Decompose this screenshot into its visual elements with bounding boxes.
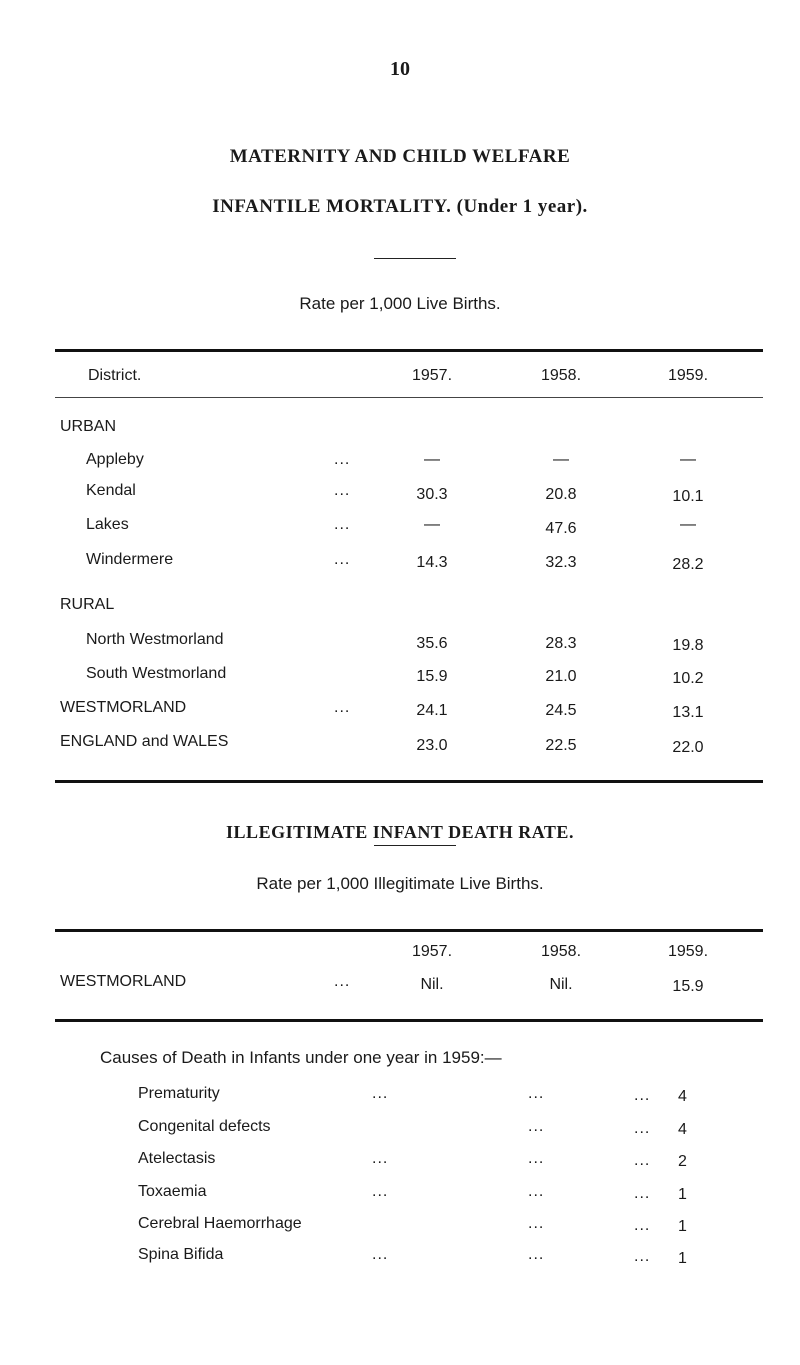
leader-dots: ... bbox=[634, 1087, 651, 1104]
value-1959: 15.9 bbox=[672, 978, 704, 995]
value-1958: 20.8 bbox=[545, 486, 577, 503]
cause-count: 4 bbox=[678, 1088, 687, 1105]
value-1959: 19.8 bbox=[672, 637, 704, 654]
column-header-1958: 1958. bbox=[540, 367, 582, 384]
divider bbox=[374, 845, 456, 846]
leader-dots: ... bbox=[334, 516, 351, 533]
page-title: MATERNITY AND CHILD WELFARE bbox=[229, 146, 571, 167]
district-name: Appleby bbox=[86, 451, 144, 468]
section-label-rural: RURAL bbox=[60, 596, 115, 613]
illegitimate-title: ILLEGITIMATE INFANT DEATH RATE. bbox=[226, 822, 574, 842]
district-name: Lakes bbox=[86, 516, 129, 533]
value-1959: 28.2 bbox=[672, 556, 704, 573]
value-1958: 28.3 bbox=[545, 635, 577, 652]
leader-dots: ... bbox=[372, 1246, 389, 1263]
rate-caption: Rate per 1,000 Live Births. bbox=[299, 294, 501, 313]
district-name: WESTMORLAND bbox=[60, 699, 187, 716]
cause-name: Toxaemia bbox=[138, 1183, 207, 1200]
table-top-rule bbox=[55, 929, 763, 932]
value-1958: 24.5 bbox=[545, 702, 577, 719]
cause-name: Congenital defects bbox=[138, 1118, 271, 1135]
column-header-1958: 1958. bbox=[540, 943, 582, 960]
column-header-district: District. bbox=[88, 367, 142, 384]
district-name: North Westmorland bbox=[86, 631, 224, 648]
leader-dots: ... bbox=[634, 1248, 651, 1265]
column-header-1959: 1959. bbox=[667, 943, 709, 960]
value-1957: Nil. bbox=[420, 976, 444, 993]
value-1959: 13.1 bbox=[672, 704, 704, 721]
leader-dots: ... bbox=[334, 699, 351, 716]
leader-dots: ... bbox=[528, 1085, 545, 1102]
leader-dots: ... bbox=[372, 1183, 389, 1200]
leader-dots: ... bbox=[334, 973, 351, 990]
value-1959: 10.1 bbox=[672, 488, 704, 505]
district-name: ENGLAND and WALES bbox=[60, 733, 229, 750]
table-bottom-rule bbox=[55, 1019, 763, 1022]
value-1959: 10.2 bbox=[672, 670, 704, 687]
value-1957: 14.3 bbox=[416, 554, 448, 571]
causes-heading: Causes of Death in Infants under one year in 1959:— bbox=[100, 1048, 502, 1067]
cause-count: 4 bbox=[678, 1121, 687, 1138]
district-name: South Westmorland bbox=[86, 665, 227, 682]
value-1958: 47.6 bbox=[545, 520, 577, 537]
leader-dots: ... bbox=[372, 1085, 389, 1102]
leader-dots: ... bbox=[528, 1150, 545, 1167]
district-name: Windermere bbox=[86, 551, 174, 568]
leader-dots: ... bbox=[634, 1120, 651, 1137]
leader-dots: ... bbox=[334, 551, 351, 568]
leader-dots: ... bbox=[528, 1118, 545, 1135]
cause-name: Atelectasis bbox=[138, 1150, 216, 1167]
value-1957: 23.0 bbox=[416, 737, 448, 754]
leader-dots: ... bbox=[528, 1215, 545, 1232]
leader-dots: ... bbox=[634, 1152, 651, 1169]
value-1957: 24.1 bbox=[416, 702, 448, 719]
section-label-urban: URBAN bbox=[60, 418, 117, 435]
leader-dots: ... bbox=[528, 1183, 545, 1200]
value-1959: — bbox=[680, 516, 696, 533]
value-1958: 32.3 bbox=[545, 554, 577, 571]
value-1957: — bbox=[424, 451, 440, 468]
cause-count: 1 bbox=[678, 1186, 687, 1203]
value-1957: 30.3 bbox=[416, 486, 448, 503]
value-1959: — bbox=[680, 451, 696, 468]
divider bbox=[374, 258, 456, 259]
cause-count: 1 bbox=[678, 1250, 687, 1267]
value-1957: 15.9 bbox=[416, 668, 448, 685]
cause-count: 1 bbox=[678, 1218, 687, 1235]
page-number: 10 bbox=[390, 58, 410, 80]
cause-count: 2 bbox=[678, 1153, 687, 1170]
leader-dots: ... bbox=[634, 1185, 651, 1202]
value-1958: 22.5 bbox=[545, 737, 577, 754]
value-1958: Nil. bbox=[549, 976, 573, 993]
cause-name: Spina Bifida bbox=[138, 1246, 224, 1263]
leader-dots: ... bbox=[634, 1217, 651, 1234]
value-1959: 22.0 bbox=[672, 739, 704, 756]
column-header-1959: 1959. bbox=[667, 367, 709, 384]
cause-name: Cerebral Haemorrhage bbox=[138, 1215, 302, 1232]
value-1957: 35.6 bbox=[416, 635, 448, 652]
value-1957: — bbox=[424, 516, 440, 533]
district-name: WESTMORLAND bbox=[60, 973, 187, 990]
leader-dots: ... bbox=[334, 451, 351, 468]
column-header-1957: 1957. bbox=[411, 943, 453, 960]
leader-dots: ... bbox=[334, 482, 351, 499]
table-bottom-rule bbox=[55, 780, 763, 783]
illegitimate-caption: Rate per 1,000 Illegitimate Live Births. bbox=[256, 874, 544, 893]
district-name: Kendal bbox=[86, 482, 136, 499]
section-subtitle: INFANTILE MORTALITY. (Under 1 year). bbox=[212, 196, 588, 217]
cause-name: Prematurity bbox=[138, 1085, 220, 1102]
header-rule bbox=[55, 397, 763, 398]
table-top-rule bbox=[55, 349, 763, 352]
leader-dots: ... bbox=[372, 1150, 389, 1167]
leader-dots: ... bbox=[528, 1246, 545, 1263]
value-1958: — bbox=[553, 451, 569, 468]
value-1958: 21.0 bbox=[545, 668, 577, 685]
column-header-1957: 1957. bbox=[411, 367, 453, 384]
